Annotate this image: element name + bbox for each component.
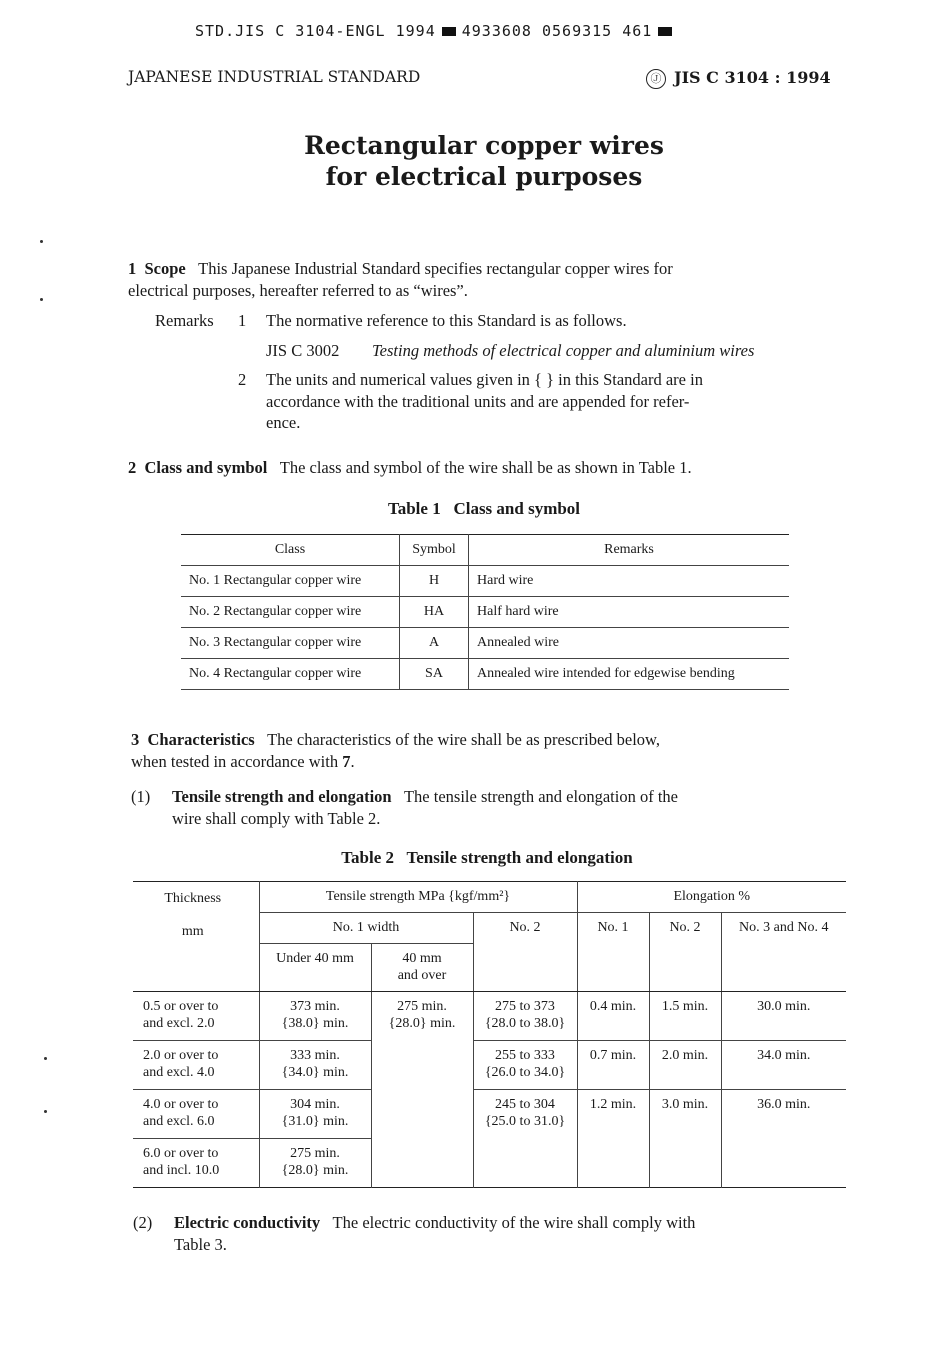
- class-symbol-table: [181, 534, 789, 690]
- section-2-text: The class and symbol of the wire shall be as shown in Table 1.: [279, 458, 692, 477]
- item-2-number: (2): [133, 1213, 153, 1232]
- organization-label: JAPANESE INDUSTRIAL STANDARD: [128, 68, 421, 86]
- elong-no34-header: No. 3 and No. 4: [721, 913, 846, 944]
- scope-number: 1: [128, 259, 137, 278]
- thickness-cell: [133, 1041, 259, 1090]
- value-line-1: 245 to 304: [495, 1097, 555, 1112]
- tensile-no2-cell: [473, 1090, 577, 1188]
- column-header: Remarks: [469, 535, 790, 566]
- item-2-text-1: The electric conductivity of the wire shall comply with: [332, 1213, 696, 1232]
- item-1-heading: Tensile strength and elongation: [172, 787, 392, 806]
- item-1: [131, 786, 851, 829]
- table-header-row: [133, 913, 846, 944]
- black-bar-mark: [658, 27, 672, 36]
- tensile-no2-cell: [473, 992, 577, 1041]
- table-header-row: [181, 535, 789, 566]
- remarks-cell: Hard wire: [469, 566, 790, 597]
- value-line-2: {28.0} min.: [388, 1016, 456, 1031]
- elong-no2-cell: 3.0 min.: [649, 1090, 721, 1188]
- thickness-header-label: Thickness: [164, 891, 222, 906]
- scope-section: [128, 258, 848, 301]
- no1-width-header: No. 1 width: [259, 913, 473, 944]
- empty-cell: [133, 944, 259, 992]
- value-line-2: {38.0} min.: [281, 1016, 349, 1031]
- remark-1-number: 1: [238, 311, 247, 330]
- 40mm-over-header: [371, 944, 473, 992]
- scope-text-2: electrical purposes, hereafter referred to as “wires”.: [128, 280, 468, 300]
- remarks-cell: Half hard wire: [469, 597, 790, 628]
- value-line-2: {25.0 to 31.0}: [484, 1114, 566, 1129]
- elong-no2-cell: 2.0 min.: [649, 1041, 721, 1090]
- elong-no1-cell: 1.2 min.: [577, 1090, 649, 1188]
- jis-mark-icon: Ⓙ: [646, 69, 666, 89]
- elong-no34-cell: 36.0 min.: [721, 1090, 846, 1188]
- 40mm-line-1: 40 mm: [402, 951, 442, 966]
- thickness-cell: [133, 1139, 259, 1188]
- value-line-1: 333 min.: [290, 1048, 340, 1063]
- section-3-text-1: The characteristics of the wire shall be as prescribed below,: [267, 730, 661, 749]
- remarks-cell: Annealed wire: [469, 628, 790, 659]
- value-line-2: {26.0 to 34.0}: [484, 1065, 566, 1080]
- class-cell: No. 3 Rectangular copper wire: [181, 628, 400, 659]
- elong-no34-cell: 34.0 min.: [721, 1041, 846, 1090]
- column-header: Symbol: [400, 535, 469, 566]
- thickness-line-2: and incl. 10.0: [143, 1163, 220, 1178]
- section-2-number: 2: [128, 458, 137, 477]
- value-line-1: 304 min.: [290, 1097, 340, 1112]
- table-row: [181, 597, 789, 628]
- clause-reference: 7: [342, 751, 351, 771]
- remarks-label: Remarks: [155, 311, 214, 330]
- code-line-text: STD.JIS C 3104-ENGL 1994: [195, 22, 436, 40]
- elongation-header: Elongation %: [577, 882, 846, 913]
- elong-no1-cell: 0.7 min.: [577, 1041, 649, 1090]
- standard-id-text: JIS C 3104 : 1994: [674, 68, 831, 87]
- 40-over-cell: [371, 992, 473, 1188]
- margin-dot: [40, 298, 43, 301]
- thickness-cell: [133, 992, 259, 1041]
- title-line-1: Rectangular copper wires: [304, 131, 664, 160]
- class-cell: No. 1 Rectangular copper wire: [181, 566, 400, 597]
- unit-header: mm: [181, 923, 204, 939]
- elong-no2-cell: 1.5 min.: [649, 992, 721, 1041]
- thickness-line-2: and excl. 6.0: [143, 1114, 215, 1129]
- value-line-1: 275 min.: [290, 1146, 340, 1161]
- section-3-number: 3: [131, 730, 140, 749]
- characteristics-section: [131, 729, 851, 772]
- remark-2-line-3: ence.: [266, 413, 301, 432]
- table-1-caption: Table 1 Class and symbol: [387, 499, 581, 518]
- class-cell: No. 2 Rectangular copper wire: [181, 597, 400, 628]
- under-40-cell: [259, 1041, 371, 1090]
- thickness-header: [133, 882, 259, 913]
- thickness-cell: [133, 1090, 259, 1139]
- empty-cell: [721, 944, 846, 992]
- value-line-2: {28.0} min.: [281, 1163, 349, 1178]
- code-number: 4933608 0569315 461: [461, 22, 653, 40]
- table-row: [133, 1041, 846, 1090]
- elong-no34-cell: 30.0 min.: [721, 992, 846, 1041]
- table-2-caption: Table 2 Tensile strength and elongation: [341, 848, 633, 867]
- symbol-cell: A: [400, 628, 469, 659]
- remark-2-line-2: accordance with the traditional units and are appended for refer-: [266, 391, 690, 411]
- margin-dot: [40, 240, 43, 243]
- thickness-line-1: 2.0 or over to: [143, 1048, 219, 1063]
- margin-dot: [44, 1057, 47, 1060]
- thickness-line-1: 0.5 or over to: [143, 999, 219, 1014]
- 40mm-line-2: and over: [397, 968, 447, 983]
- item-1-text-1: The tensile strength and elongation of the: [403, 787, 678, 806]
- class-cell: No. 4 Rectangular copper wire: [181, 659, 400, 690]
- elong-no1-header: No. 1: [577, 913, 649, 944]
- item-2-heading: Electric conductivity: [174, 1213, 321, 1232]
- empty-cell: [649, 944, 721, 992]
- page-title: [0, 130, 950, 192]
- table-row: [181, 659, 789, 690]
- table-row: [181, 566, 789, 597]
- tensile-no2-cell: [473, 1041, 577, 1090]
- thickness-line-2: and excl. 4.0: [143, 1065, 215, 1080]
- tensile-no2-header: No. 2: [473, 913, 577, 944]
- remark-2-number: 2: [238, 370, 247, 389]
- black-bar-mark: [442, 27, 456, 36]
- under-40mm-header: Under 40 mm: [259, 944, 371, 992]
- remarks-cell: Annealed wire intended for edgewise bending: [469, 659, 790, 690]
- thickness-line-1: 6.0 or over to: [143, 1146, 219, 1161]
- section-2-heading: Class and symbol: [144, 458, 268, 477]
- item-1-number: (1): [131, 787, 151, 806]
- table-row: [133, 992, 846, 1041]
- reference-code: JIS C 3002: [266, 340, 340, 360]
- section-3-text-end: .: [350, 751, 355, 771]
- document-code-line: [195, 22, 678, 40]
- value-line-1: 275 to 373: [495, 999, 555, 1014]
- section-3-text-2: when tested in accordance with: [131, 751, 343, 771]
- section-3-heading: Characteristics: [147, 730, 255, 749]
- value-line-2: {28.0 to 38.0}: [484, 1016, 566, 1031]
- margin-dot: [44, 1110, 47, 1113]
- under-40-cell: [259, 1090, 371, 1139]
- item-2-text-2: Table 3.: [174, 1234, 227, 1254]
- symbol-cell: SA: [400, 659, 469, 690]
- reference-title: Testing methods of electrical copper and aluminium wires: [372, 340, 755, 360]
- elong-no2-header: No. 2: [649, 913, 721, 944]
- value-line-1: 373 min.: [290, 999, 340, 1014]
- item-1-text-2: wire shall comply with Table 2.: [172, 808, 381, 828]
- table-header-row: [133, 882, 846, 913]
- symbol-cell: HA: [400, 597, 469, 628]
- elong-no1-cell: 0.4 min.: [577, 992, 649, 1041]
- tensile-header: Tensile strength MPa {kgf/mm²}: [259, 882, 577, 913]
- value-line-1: 255 to 333: [495, 1048, 555, 1063]
- remarks-block: [155, 310, 855, 434]
- thickness-line-1: 4.0 or over to: [143, 1097, 219, 1112]
- value-line-1: 275 min.: [397, 999, 447, 1014]
- symbol-cell: H: [400, 566, 469, 597]
- title-line-2: for electrical purposes: [325, 162, 643, 191]
- item-2: [133, 1212, 853, 1255]
- remark-2-line-1: The units and numerical values given in { } in this Standard are in: [266, 370, 703, 389]
- value-line-2: {31.0} min.: [281, 1114, 349, 1129]
- scope-text-1: This Japanese Industrial Standard specifies rectangular copper wires for: [198, 259, 673, 278]
- remark-1-text: The normative reference to this Standard is as follows.: [266, 311, 627, 330]
- standard-id: [646, 68, 831, 89]
- column-header: Class: [181, 535, 400, 566]
- thickness-line-2: and excl. 2.0: [143, 1016, 215, 1031]
- scope-heading: Scope: [144, 259, 186, 278]
- table-header-row: [133, 944, 846, 992]
- class-symbol-section: [128, 457, 858, 479]
- under-40-cell: [259, 992, 371, 1041]
- empty-cell: [473, 944, 577, 992]
- table-row: [133, 1090, 846, 1139]
- empty-cell: [577, 944, 649, 992]
- under-40-cell: [259, 1139, 371, 1188]
- value-line-2: {34.0} min.: [281, 1065, 349, 1080]
- tensile-elongation-table: [133, 881, 846, 1188]
- table-row: [181, 628, 789, 659]
